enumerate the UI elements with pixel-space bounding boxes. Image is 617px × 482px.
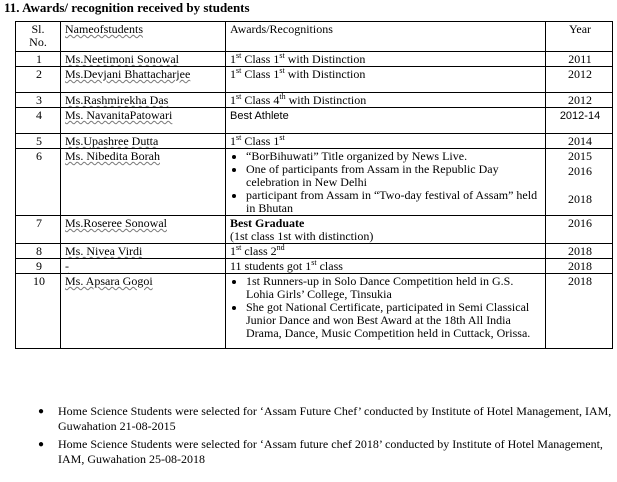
row-student-name (61, 244, 226, 259)
bullet-icon: ● (38, 406, 45, 417)
year-text: 2018 (568, 274, 592, 288)
award-bullets (230, 275, 543, 340)
row-student-name (61, 108, 226, 134)
award-superscript: st (279, 133, 285, 142)
year-text: 2014 (568, 134, 592, 148)
table-row (16, 67, 613, 93)
student-name-text: Ms. Nivea Virdi (65, 244, 143, 258)
row-year (546, 149, 613, 216)
row-year (546, 52, 613, 67)
year-line: 2018 (568, 192, 592, 206)
row-award (226, 216, 546, 244)
award-superscript: nd (276, 243, 285, 252)
row-sl-no: 8 (16, 244, 61, 259)
year-text: 2012 (568, 93, 592, 107)
notes-list (38, 404, 613, 470)
row-sl-no: 5 (16, 134, 61, 149)
award-title: Best Graduate (230, 216, 305, 230)
row-award (226, 274, 546, 349)
table-row (16, 259, 613, 274)
note-text: Home Science Students were selected for ‘Assam future chef 2018’ conducted by Institute of Hotel Management, IAM, Guwahation 25-08-2018 (58, 437, 603, 466)
row-award: 1st class 2nd (226, 244, 546, 259)
table-row (16, 274, 613, 349)
table-body (16, 52, 613, 349)
row-year (546, 93, 613, 108)
awards-table (15, 21, 613, 349)
student-name-text: Ms. Nibedita Borah (65, 149, 160, 163)
row-award: 1st Class 1st with Distinction (226, 67, 546, 93)
award-bullets (230, 150, 543, 215)
row-sl-no: 1 (16, 52, 61, 67)
bullet-icon: ● (38, 439, 45, 450)
row-award: 11 students got 1st class (226, 259, 546, 274)
award-bullet-item: • “BorBihuwati” Title organized by News Live. (246, 150, 543, 163)
row-student-name (61, 274, 226, 349)
award-superscript: st (236, 133, 242, 142)
award-superscript: st (279, 51, 285, 60)
award-superscript: st (279, 66, 285, 75)
year-text: 2018 (568, 244, 592, 258)
award-subtitle: (1st class 1st with distinction) (230, 229, 374, 243)
student-name-text: Ms.Rashmirekha Das (65, 93, 169, 107)
table-row (16, 93, 613, 108)
row-student-name (61, 93, 226, 108)
row-award (226, 108, 546, 134)
note-item (38, 437, 613, 467)
student-name-text: Ms.Upashree Dutta (65, 134, 159, 148)
header-sl-no: Sl. No. (16, 22, 61, 52)
year-line: 2015 (568, 149, 592, 163)
row-year (546, 274, 613, 349)
row-student-name (61, 52, 226, 67)
row-year (546, 108, 613, 134)
row-student-name (61, 149, 226, 216)
award-superscript: st (236, 51, 242, 60)
row-sl-no: 7 (16, 216, 61, 244)
row-year (546, 259, 613, 274)
row-sl-no: 6 (16, 149, 61, 216)
row-year (546, 67, 613, 93)
award-superscript: st (236, 243, 242, 252)
award-bullet-item: • One of participants from Assam in the Republic Day celebration in New Delhi (246, 163, 543, 189)
award-superscript: st (236, 66, 242, 75)
year-text: 2018 (568, 259, 592, 273)
row-student-name (61, 134, 226, 149)
table-row (16, 108, 613, 134)
row-award: 1st Class 4th with Distinction (226, 93, 546, 108)
note-text: Home Science Students were selected for ‘Assam Future Chef’ conducted by Institute of Hotel Management, IAM, Guwahation 21-08-2015 (58, 404, 612, 433)
award-superscript: th (279, 92, 286, 101)
year-line: 2016 (568, 164, 592, 178)
note-item (38, 404, 613, 434)
row-sl-no: 10 (16, 274, 61, 349)
table-row (16, 149, 613, 216)
table-header-row (16, 22, 613, 52)
row-year (546, 216, 613, 244)
header-name (61, 22, 226, 52)
row-award: 1st Class 1st (226, 134, 546, 149)
student-name-text: - (65, 259, 69, 273)
header-year: Year (546, 22, 613, 52)
row-sl-no: 2 (16, 67, 61, 93)
student-name-text: Ms.Devjani Bhattacharjee (65, 67, 191, 81)
year-text: 2012 (568, 67, 592, 81)
header-awards: Awards/Recognitions (226, 22, 546, 52)
row-award: 1st Class 1st with Distinction (226, 52, 546, 67)
table-row (16, 216, 613, 244)
row-student-name (61, 216, 226, 244)
header-name-text: Nameofstudents (65, 22, 143, 36)
student-name-text: Ms. Apsara Gogoi (65, 274, 153, 288)
student-name-text: Ms.Neetimoni Sonowal (65, 52, 179, 66)
table-row (16, 52, 613, 67)
award-superscript: st (236, 92, 242, 101)
award-superscript: st (311, 258, 317, 267)
row-award (226, 149, 546, 216)
row-sl-no: 9 (16, 259, 61, 274)
row-student-name (61, 67, 226, 93)
award-bullet-item: • participant from Assam in “Two-day festival of Assam” held in Bhutan (246, 189, 543, 215)
award-text: Best Athlete (230, 110, 289, 122)
row-student-name (61, 259, 226, 274)
award-bullet-item: • She got National Certificate, participated in Semi Classical Junior Dance and won Best Award at the 18th All India Drama, Dance, Music Competition held in Cuttack, Orissa. (246, 301, 543, 340)
row-sl-no: 3 (16, 93, 61, 108)
student-name-text: Ms.Roseree Sonowal (65, 216, 167, 230)
student-name-text: Ms. NavanitaPatowari (65, 108, 173, 122)
table-row (16, 134, 613, 149)
row-sl-no: 4 (16, 108, 61, 134)
year-text: 2016 (568, 216, 592, 230)
row-year (546, 244, 613, 259)
row-year (546, 134, 613, 149)
year-text: 2011 (568, 52, 592, 66)
year-text: 2012-14 (559, 110, 601, 122)
table-row (16, 244, 613, 259)
section-heading: 11. Awards/ recognition received by students (4, 0, 250, 15)
award-bullet-item: • 1st Runners-up in Solo Dance Competition held in G.S. Lohia Girls’ College, Tinsukia (246, 275, 543, 301)
